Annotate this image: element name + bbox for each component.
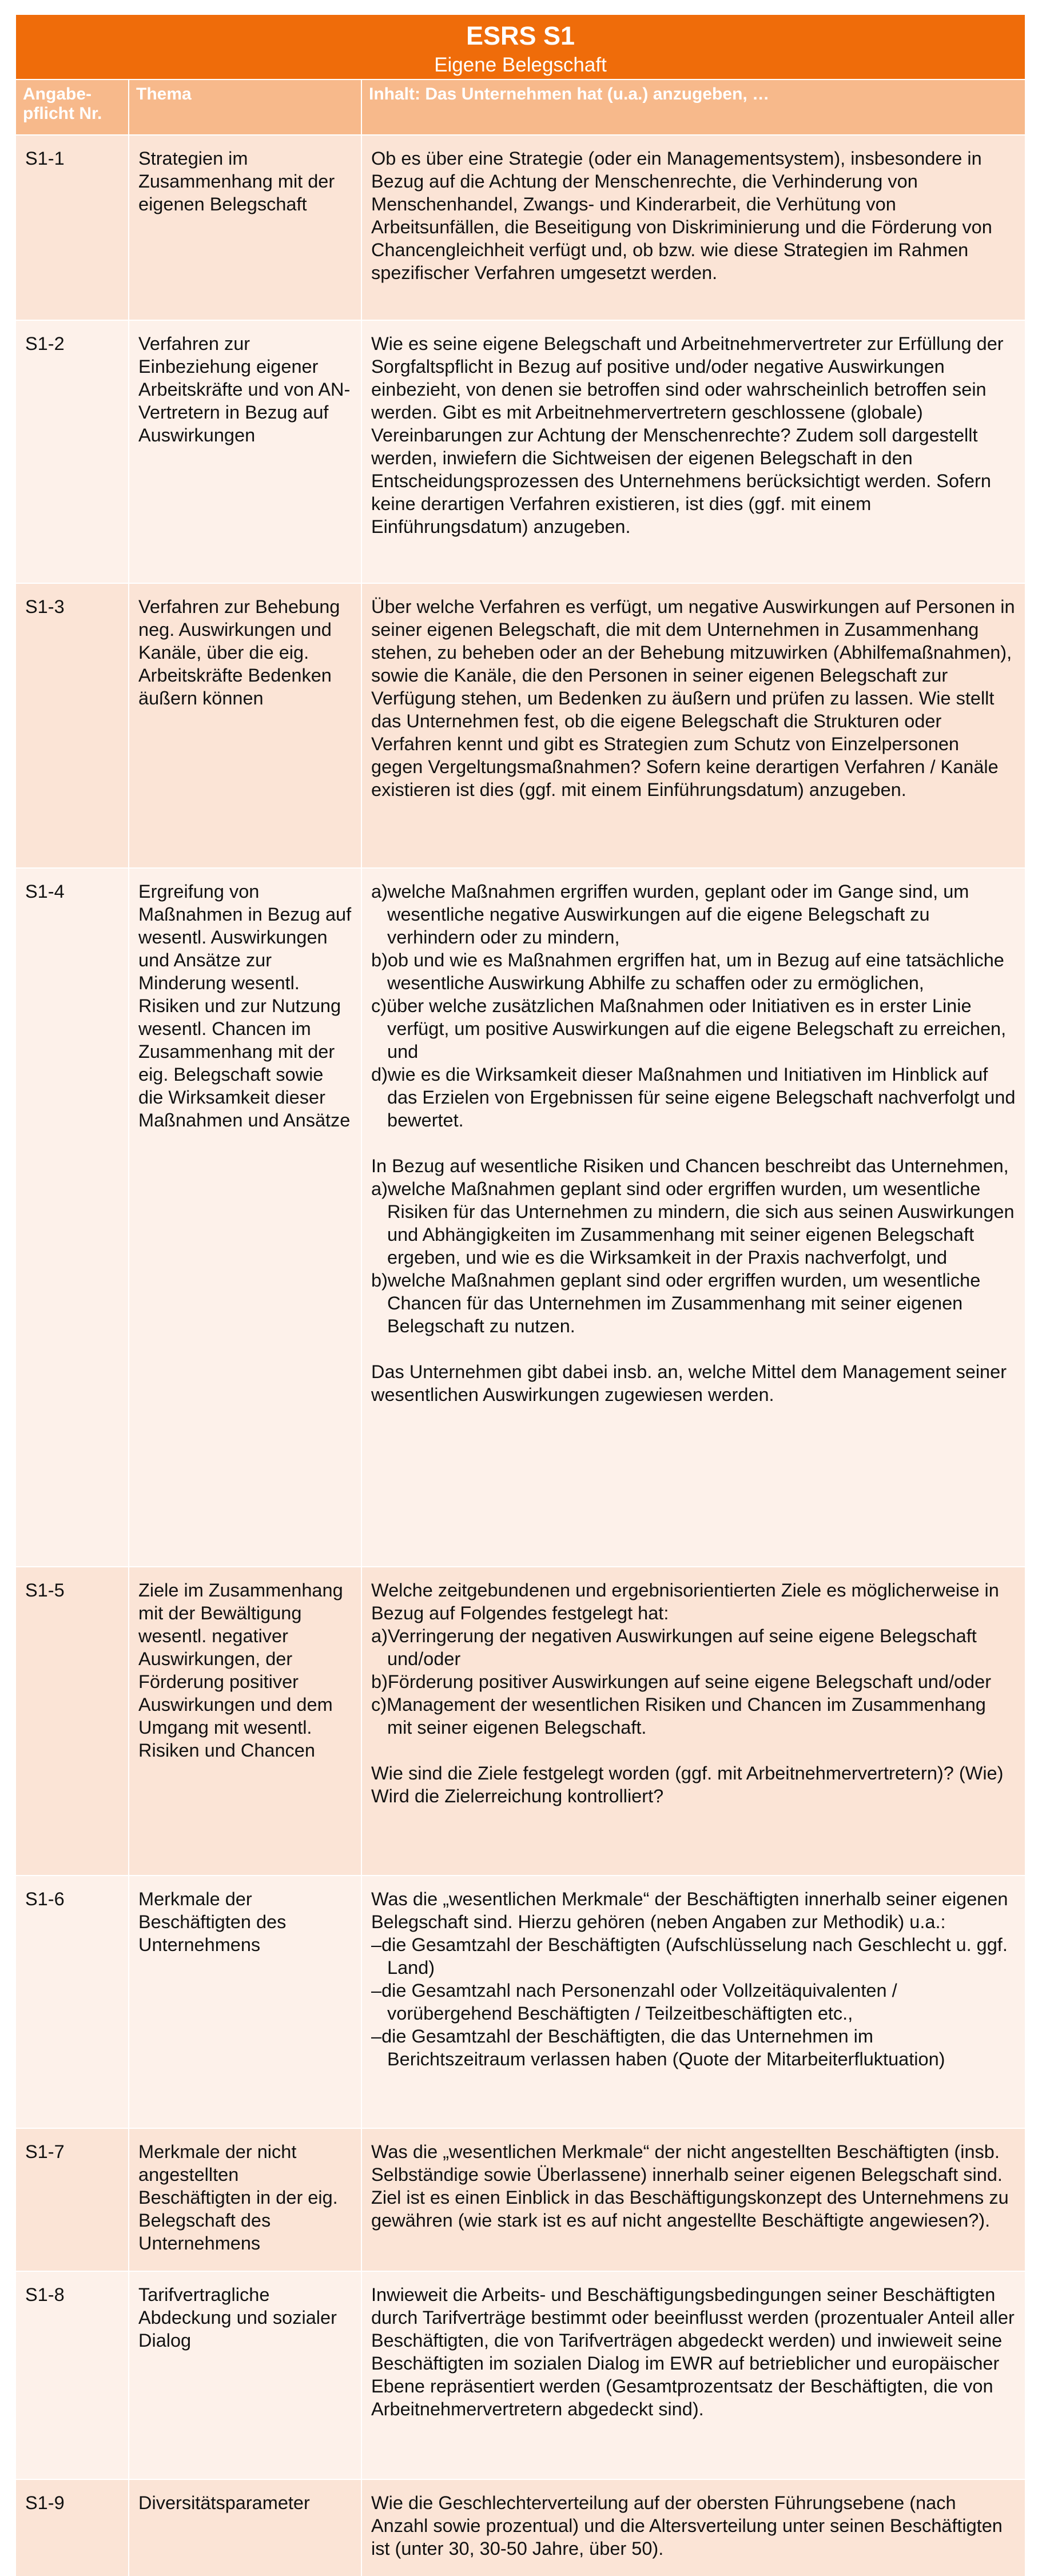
cell-inhalt xyxy=(361,2128,1025,2271)
cell-thema: Diversitätsparameter xyxy=(129,2479,361,2576)
cell-thema: Strategien im Zusammenhang mit der eigenen Belegschaft xyxy=(129,135,361,320)
cell-nr: S1-6 xyxy=(16,1876,129,2128)
table-row xyxy=(16,320,1025,583)
table-row xyxy=(16,2271,1025,2479)
cell-inhalt xyxy=(361,320,1025,583)
cell-inhalt xyxy=(361,868,1025,1567)
content-paragraph: Was die „wesentlichen Merkmale“ der Beschäftigten innerhalb seiner eigenen Belegschaft sind. Hierzu gehören (neben Angaben zur Methodik) u.a.: xyxy=(371,1889,1008,1932)
table-title: ESRS S1 xyxy=(466,21,575,50)
content-paragraph: Welche zeitgebundenen und ergebnisorientierten Ziele es möglicherweise in Bezug auf Folgendes festgelegt hat: xyxy=(371,1580,999,1623)
list-item: b)welche Maßnahmen geplant sind oder ergriffen wurden, um wesentliche Chancen für das Unternehmen im Zusammenhang mit seiner eigenen Belegschaft zu nutzen. xyxy=(371,1270,981,1336)
cell-inhalt xyxy=(361,1567,1025,1876)
cell-thema: Merkmale der Beschäftigten des Unternehmens xyxy=(129,1876,361,2128)
cell-nr: S1-7 xyxy=(16,2128,129,2271)
cell-thema: Ziele im Zusammenhang mit der Bewältigung wesentl. negativer Auswirkungen, der Förderung positiver Auswirkungen und dem Umgang mit wesentl. Risiken und Chancen xyxy=(129,1567,361,1876)
column-header-nr: Angabe-pflicht Nr. xyxy=(16,80,129,135)
content-paragraph: Wie es seine eigene Belegschaft und Arbeitnehmervertreter zur Erfüllung der Sorgfaltspflicht in Bezug auf positive und/oder negative Auswirkungen einbezieht, von denen sie betroffen sind oder wahrscheinlich betroffen sein werden. Gibt es mit Arbeitnehmervertretern geschlossene (globale) Vereinbarungen zur Achtung der Menschenrechte? Zudem soll dargestellt werden, inwiefern die Sichtweisen der eigenen Belegschaft in den Entscheidungsprozessen des Unternehmens berücksichtigt werden. Sofern keine derartigen Verfahren existieren, ist dies (ggf. mit einem Einführungsdatum) anzugeben. xyxy=(371,333,1004,537)
list-item: –die Gesamtzahl der Beschäftigten (Aufschlüsselung nach Geschlecht u. ggf. Land) xyxy=(371,1934,1008,1978)
content-paragraph: Wie die Geschlechterverteilung auf der obersten Führungsebene (nach Anzahl sowie prozentual) und die Altersverteilung unter seinen Beschäftigten ist (unter 30, 30-50 Jahre, über 50). xyxy=(371,2493,1003,2559)
column-header-thema: Thema xyxy=(129,80,361,135)
cell-nr: S1-3 xyxy=(16,583,129,868)
cell-nr: S1-8 xyxy=(16,2271,129,2479)
cell-inhalt xyxy=(361,2479,1025,2576)
list-item: c)über welche zusätzlichen Maßnahmen oder Initiativen es in erster Linie verfügt, um positive Auswirkungen auf die eigene Belegschaft zu erreichen, und xyxy=(371,996,1007,1062)
cell-nr: S1-1 xyxy=(16,135,129,320)
cell-thema: Verfahren zur Behebung neg. Auswirkungen und Kanäle, über die eig. Arbeitskräfte Bedenken äußern können xyxy=(129,583,361,868)
list-item: b)Förderung positiver Auswirkungen auf seine eigene Belegschaft und/oder xyxy=(371,1671,992,1692)
cell-nr: S1-5 xyxy=(16,1567,129,1876)
list-item: a)welche Maßnahmen ergriffen wurden, geplant oder im Gange sind, um wesentliche negative Auswirkungen auf die eigene Belegschaft zu verhindern oder zu mindern, xyxy=(371,881,969,947)
cell-nr: S1-4 xyxy=(16,868,129,1567)
table-subtitle: Eigene Belegschaft xyxy=(434,54,607,76)
content-paragraph: Was die „wesentlichen Merkmale“ der nicht angestellten Beschäftigten (insb. Selbständige sowie Überlassene) innerhalb seiner eigenen Belegschaft sind. Ziel ist es einen Einblick in das Beschäftigungskonzept des Unternehmens zu gewähren (wie stark ist es auf nicht angestellte Beschäftigte angewiesen?). xyxy=(371,2141,1009,2231)
list-item: d)wie es die Wirksamkeit dieser Maßnahmen und Initiativen im Hinblick auf das Erzielen von Ergebnissen für seine eigene Belegschaft nachverfolgt und bewertet. xyxy=(371,1064,1016,1130)
list-item: –die Gesamtzahl der Beschäftigten, die das Unternehmen im Berichtszeitraum verlassen haben (Quote der Mitarbeiterfluktuation) xyxy=(371,2026,945,2069)
table-row xyxy=(16,1567,1025,1876)
title-bar xyxy=(16,15,1025,80)
content-paragraph: Über welche Verfahren es verfügt, um negative Auswirkungen auf Personen in seiner eigenen Belegschaft, die mit dem Unternehmen in Zusammenhang stehen, zu beheben oder an der Behebung mitzuwirken (Abhilfemaßnahmen), sowie die Kanäle, die den Personen in seiner eigenen Belegschaft zur Verfügung stehen, um Bedenken zu äußern und prüfen zu lassen. Wie stellt das Unternehmen fest, ob die eigene Belegschaft die Strukturen oder Verfahren kennt und gibt es Strategien zum Schutz von Einzelpersonen gegen Vergeltungsmaßnahmen? Sofern keine derartigen Verfahren / Kanäle existieren ist dies (ggf. mit einem Einführungsdatum) anzugeben. xyxy=(371,596,1015,800)
cell-inhalt xyxy=(361,2271,1025,2479)
disclosure-table xyxy=(16,80,1025,2576)
cell-inhalt xyxy=(361,1876,1025,2128)
list-item: –die Gesamtzahl nach Personenzahl oder Vollzeitäquivalenten / vorübergehend Beschäftigten / Teilzeitbeschäftigten etc., xyxy=(371,1980,897,2024)
table-row xyxy=(16,583,1025,868)
esrs-table-sheet xyxy=(16,15,1025,2576)
list-item: a)welche Maßnahmen geplant sind oder ergriffen wurden, um wesentliche Risiken für das Unternehmen zu mindern, die sich aus seinen Auswirkungen und Abhängigkeiten im Zusammenhang mit seiner eigenen Belegschaft ergeben, und wie es die Wirksamkeit in der Praxis nachverfolgt, und xyxy=(371,1178,1015,1268)
table-row xyxy=(16,2128,1025,2271)
cell-thema: Tarifvertragliche Abdeckung und sozialer Dialog xyxy=(129,2271,361,2479)
column-header-inhalt: Inhalt: Das Unternehmen hat (u.a.) anzugeben, … xyxy=(361,80,1025,135)
cell-nr: S1-9 xyxy=(16,2479,129,2576)
table-row xyxy=(16,868,1025,1567)
content-paragraph: In Bezug auf wesentliche Risiken und Chancen beschreibt das Unternehmen, xyxy=(371,1156,1009,1176)
list-item: b)ob und wie es Maßnahmen ergriffen hat, um in Bezug auf eine tatsächliche wesentliche Auswirkung Abhilfe zu schaffen oder zu ermöglichen, xyxy=(371,950,1004,993)
content-paragraph: Ob es über eine Strategie (oder ein Managementsystem), insbesondere in Bezug auf die Achtung der Menschenrechte, die Verhinderung von Menschenhandel, Zwangs- und Kinderarbeit, die Verhütung von Arbeitsunfällen, die Beseitigung von Diskriminierung und die Förderung von Chancengleichheit verfügt und, ob bzw. wie diese Strategien im Rahmen spezifischer Verfahren umgesetzt werden. xyxy=(371,148,992,283)
cell-thema: Ergreifung von Maßnahmen in Bezug auf wesentl. Auswirkungen und Ansätze zur Minderung wesentl. Risiken und zur Nutzung wesentl. Chancen im Zusammenhang mit der eig. Belegschaft sowie die Wirksamkeit dieser Maßnahmen und Ansätze xyxy=(129,868,361,1567)
cell-thema: Merkmale der nicht angestellten Beschäftigten in der eig. Belegschaft des Unternehmens xyxy=(129,2128,361,2271)
content-paragraph: Das Unternehmen gibt dabei insb. an, welche Mittel dem Management seiner wesentlichen Auswirkungen zugewiesen werden. xyxy=(371,1361,1007,1405)
cell-inhalt xyxy=(361,135,1025,320)
content-paragraph: Inwieweit die Arbeits- und Beschäftigungsbedingungen seiner Beschäftigten durch Tarifverträge bestimmt oder beeinflusst werden (prozentualer Anteil aller Beschäftigten, die von Tarifverträgen abgedeckt werden) und inwieweit seine Beschäftigten im sozialen Dialog im EWR auf betrieblicher und europäischer Ebene repräsentiert werden (Gesamtprozentsatz der Beschäftigten, die von Arbeitnehmervertretern abgedeckt sind). xyxy=(371,2284,1015,2419)
cell-inhalt xyxy=(361,583,1025,868)
content-paragraph: Wie sind die Ziele festgelegt worden (ggf. mit Arbeitnehmervertretern)? (Wie) Wird die Zielerreichung kontrolliert? xyxy=(371,1763,1004,1806)
list-item: a)Verringerung der negativen Auswirkungen auf seine eigene Belegschaft und/oder xyxy=(371,1626,977,1669)
cell-nr: S1-2 xyxy=(16,320,129,583)
list-item: c)Management der wesentlichen Risiken und Chancen im Zusammenhang mit seiner eigenen Belegschaft. xyxy=(371,1694,986,1738)
header-row xyxy=(16,80,1025,135)
cell-thema: Verfahren zur Einbeziehung eigener Arbeitskräfte und von AN-Vertretern in Bezug auf Auswirkungen xyxy=(129,320,361,583)
table-row xyxy=(16,2479,1025,2576)
table-row xyxy=(16,135,1025,320)
table-row xyxy=(16,1876,1025,2128)
